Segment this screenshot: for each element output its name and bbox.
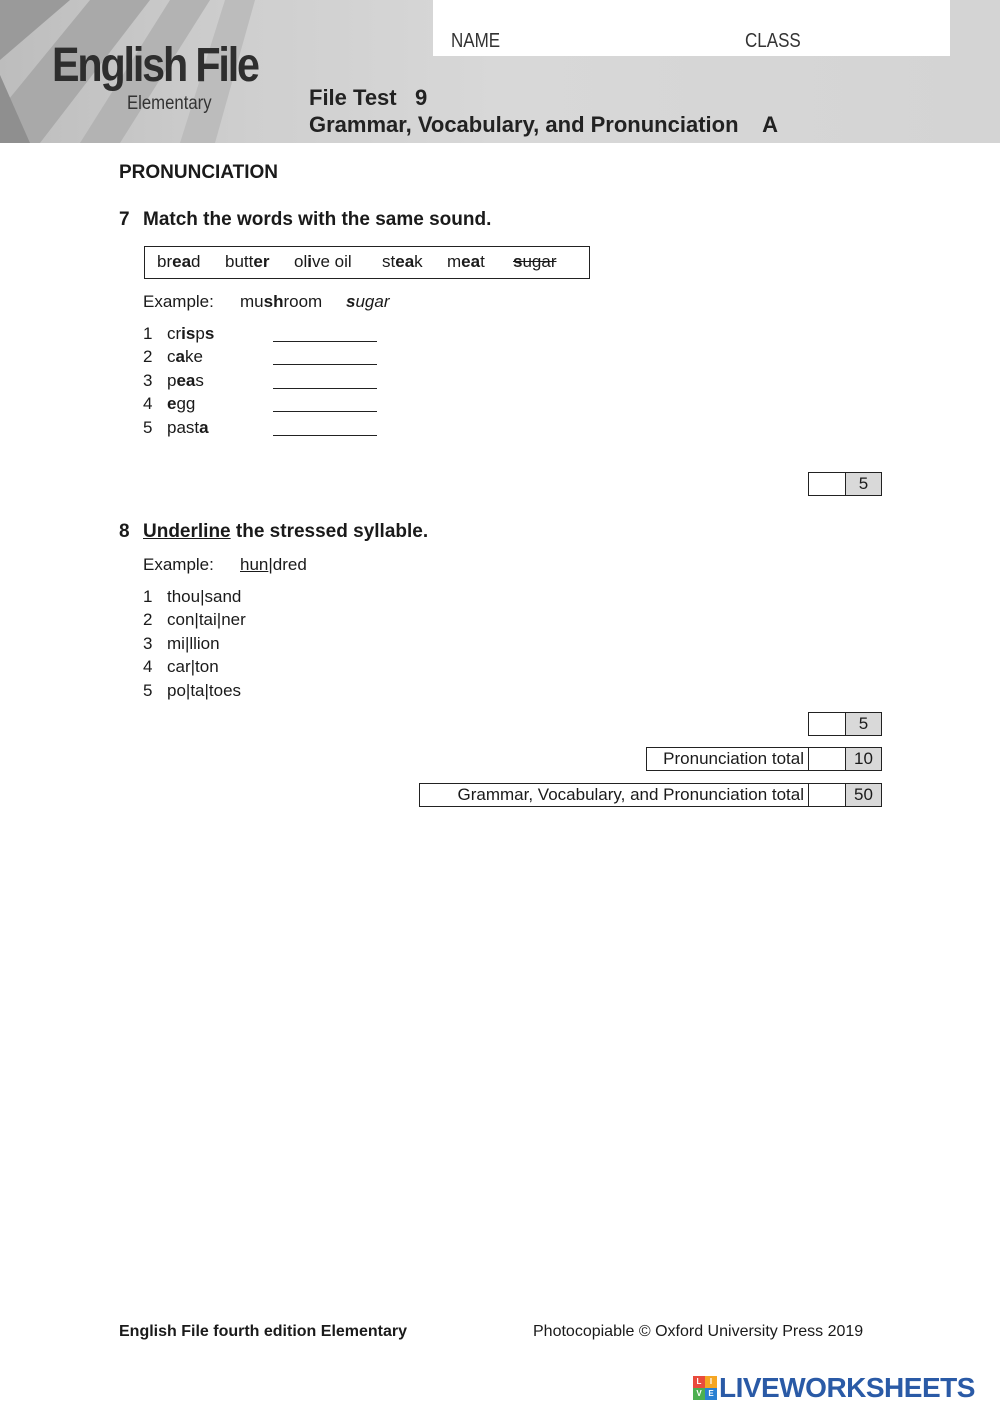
item-number: 1 (143, 587, 153, 606)
syllable-word[interactable]: car|ton (167, 657, 219, 676)
section-heading: PRONUNCIATION (119, 162, 279, 183)
item-number: 5 (143, 681, 153, 700)
liveworksheets-text: LIVEWORKSHEETS (719, 1372, 975, 1403)
exercise-8-number: 8 (119, 521, 130, 542)
grand-total-label: Grammar, Vocabulary, and Pronunciation total (419, 783, 809, 807)
footer-copyright: Photocopiable © Oxford University Press 2019 (533, 1323, 864, 1340)
test-subtitle: Grammar, Vocabulary, and Pronunciation A (309, 112, 779, 137)
syllable-word[interactable]: po|ta|toes (167, 681, 242, 700)
syllable-word[interactable]: mi|llion (167, 634, 220, 653)
exercise-8-title: Underline the stressed syllable. (143, 521, 429, 542)
footer-edition: English File fourth edition Elementary (119, 1323, 408, 1340)
word-box (144, 246, 590, 279)
name-class-field[interactable] (433, 0, 950, 56)
answer-blank[interactable] (273, 434, 377, 436)
grand-total-max: 50 (845, 783, 882, 807)
item-word: egg (167, 394, 196, 413)
item-word: crisps (167, 324, 215, 343)
box-word: butter (225, 252, 270, 271)
item-number: 3 (143, 634, 153, 653)
example-label: Example: (143, 555, 214, 574)
example-label: Example: (143, 292, 214, 311)
class-label: CLASS (745, 30, 801, 52)
answer-blank[interactable] (273, 363, 377, 365)
item-number: 5 (143, 418, 153, 437)
liveworksheets-logo[interactable] (693, 1371, 975, 1405)
item-number: 3 (143, 371, 153, 390)
page-header (0, 0, 1000, 143)
test-title: File Test 9 (309, 85, 428, 110)
exercise-7-number: 7 (119, 209, 130, 230)
answer-blank[interactable] (273, 410, 377, 412)
liveworksheets-icon: L I V E (693, 1376, 717, 1400)
box-word: bread (157, 252, 201, 271)
syllable-word[interactable]: con|tai|ner (167, 610, 246, 629)
item-number: 4 (143, 657, 153, 676)
box-word: olive oil (294, 252, 352, 271)
answer-blank[interactable] (273, 387, 377, 389)
item-number: 4 (143, 394, 153, 413)
item-word: peas (167, 371, 204, 390)
score-input[interactable] (808, 712, 846, 736)
item-number: 2 (143, 347, 153, 366)
item-word: pasta (167, 418, 209, 437)
item-number: 2 (143, 610, 153, 629)
example-word: mushroom (240, 292, 323, 311)
brand-logo: English File (52, 39, 258, 92)
item-number: 1 (143, 324, 153, 343)
pronunciation-total-input[interactable] (808, 747, 846, 771)
box-word: steak (382, 252, 423, 271)
item-word: cake (167, 347, 203, 366)
name-label: NAME (451, 30, 501, 52)
brand-level: Elementary (127, 93, 212, 114)
box-word-used: sugar (513, 252, 557, 271)
score-max: 5 (845, 472, 882, 496)
pronunciation-total-label: Pronunciation total (646, 747, 809, 771)
box-word: meat (447, 252, 485, 271)
score-max: 5 (845, 712, 882, 736)
example-stress-word: hun|dred (240, 555, 307, 574)
pronunciation-total-max: 10 (845, 747, 882, 771)
exercise-7-title: Match the words with the same sound. (143, 209, 492, 230)
answer-blank[interactable] (273, 340, 377, 342)
grand-total-input[interactable] (808, 783, 846, 807)
score-input[interactable] (808, 472, 846, 496)
example-answer: sugar (346, 292, 390, 311)
syllable-word[interactable]: thou|sand (167, 587, 242, 606)
